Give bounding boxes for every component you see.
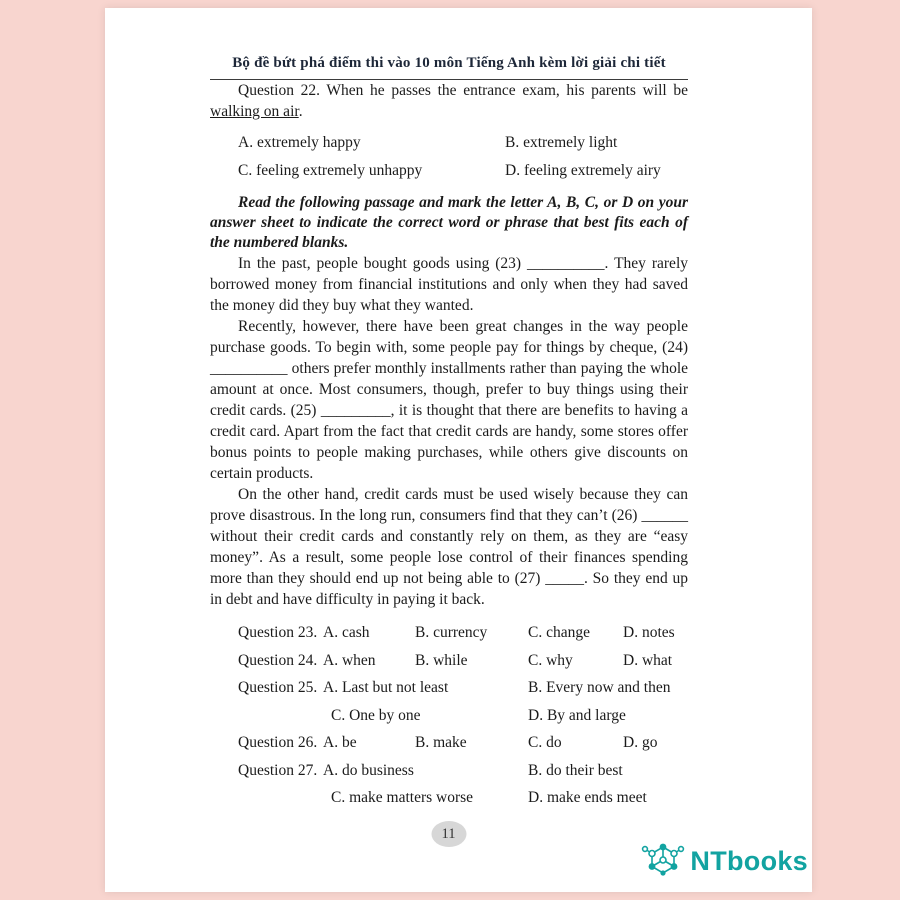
- question-label: Question 27.: [238, 761, 318, 779]
- option-b: B. extremely light: [505, 134, 618, 151]
- multiple-choice-block: [238, 624, 688, 817]
- option-a: A. do business: [323, 761, 414, 779]
- option-c: C. make matters worse: [331, 789, 474, 806]
- book-page: [105, 8, 812, 892]
- question-label: Question 24.: [238, 651, 318, 669]
- mc-row-question-23: [238, 624, 688, 652]
- page-content: [105, 8, 812, 817]
- question-22-text: [210, 80, 688, 122]
- mc-row-question-25-continued: [238, 707, 688, 735]
- passage-paragraph-3: On the other hand, credit cards must be used wisely because they can prove disastrous. In the long run, consumers find that they can’t (26) ______ without their credit cards and constantly rely on them, as they are “easy money”. As a result, some people lose control of their finances spending more than they should end up not being able to (27) _____. So they end up in debt and have difficulty in paying it back.: [210, 486, 688, 608]
- option-c: C. change: [528, 624, 590, 641]
- option-d: D. By and large: [528, 706, 626, 724]
- option-b: B. while: [415, 651, 468, 669]
- question-22-options: [238, 133, 688, 180]
- page-header-title: Bộ đề bứt phá điểm thi vào 10 môn Tiếng Anh kèm lời giải chi tiết: [232, 55, 666, 71]
- ntbooks-logo-icon: [641, 836, 685, 887]
- option-d: D. go: [623, 734, 658, 751]
- option-d: D. make ends meet: [528, 789, 647, 806]
- option-d: D. feeling extremely airy: [505, 162, 661, 179]
- ntbooks-logo-text: NTbooks: [690, 846, 808, 876]
- option-a: A. extremely happy: [238, 134, 361, 151]
- mc-row-question-27: [238, 762, 688, 790]
- page-number-badge: 11: [431, 821, 466, 847]
- question-22-prefix: Question 22. When he passes the entrance exam, his parents will be: [238, 82, 688, 99]
- option-d: D. what: [623, 651, 673, 669]
- ntbooks-brand: [641, 836, 808, 887]
- question-label: Question 23.: [238, 624, 318, 641]
- question-label: Question 25.: [238, 679, 318, 696]
- question-22-suffix: .: [298, 103, 303, 120]
- option-c: C. feeling extremely unhappy: [238, 162, 423, 179]
- question-label: Question 26.: [238, 734, 318, 751]
- option-a: A. Last but not least: [323, 679, 449, 696]
- option-b: B. currency: [415, 624, 488, 641]
- passage-instruction: Read the following passage and mark the letter A, B, C, or D on your answer sheet to indicate the correct word or phrase that best fits each of the numbered blanks.: [210, 194, 688, 251]
- option-a: A. cash: [323, 624, 370, 641]
- mc-row-question-27-continued: [238, 789, 688, 817]
- option-c: C. why: [528, 651, 573, 669]
- option-c: C. do: [528, 734, 562, 751]
- option-b: B. do their best: [528, 761, 623, 779]
- option-b: B. Every now and then: [528, 679, 671, 696]
- mc-row-question-26: [238, 734, 688, 762]
- option-c: C. One by one: [331, 706, 421, 724]
- question-22-underlined-phrase: walking on air: [210, 103, 299, 120]
- mc-row-question-25: [238, 679, 688, 707]
- option-d: D. notes: [623, 624, 675, 641]
- option-b: B. make: [415, 734, 467, 751]
- option-a: A. when: [323, 651, 376, 669]
- option-a: A. be: [323, 734, 357, 751]
- mc-row-question-24: [238, 652, 688, 680]
- passage-paragraph-1: In the past, people bought goods using (23) __________. They rarely borrowed money from financial institutions and only when they had saved the money did they buy what they wanted.: [210, 255, 688, 314]
- passage-paragraph-2: Recently, however, there have been great changes in the way people purchase goods. To begin with, some people pay for things by cheque, (24) __________ others prefer monthly installments rather than paying the whole amount at once. Most consumers, though, prefer to buy things using their credit cards. (25) _________, it is thought that there are benefits to having a credit card. Apart from the fact that credit cards are handy, some stores offer bonus points to people making purchases, while others give discounts on certain products.: [210, 318, 688, 482]
